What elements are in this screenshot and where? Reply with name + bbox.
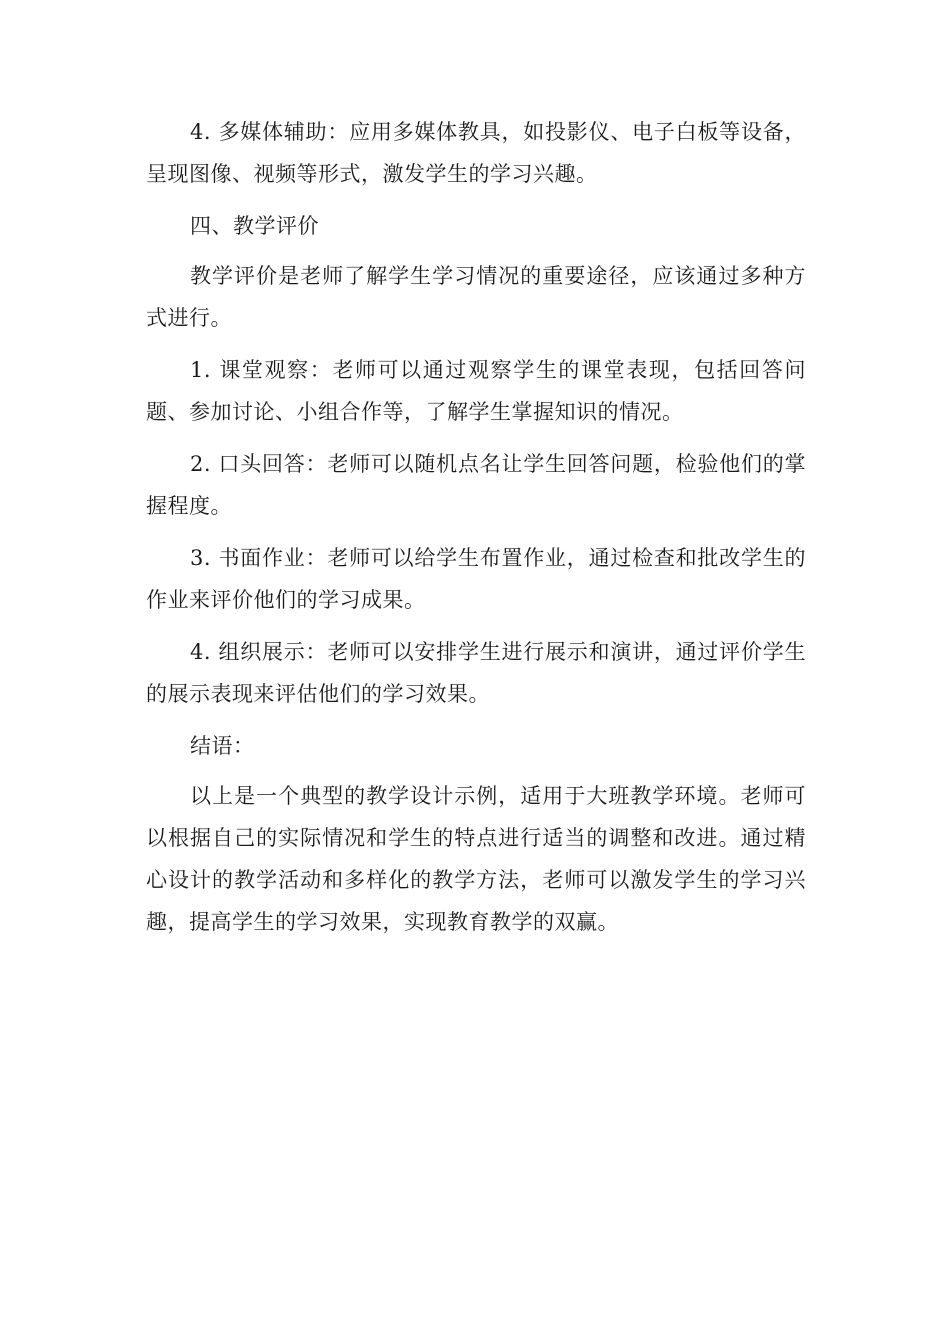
paragraph-evaluation-intro: 教学评价是老师了解学生学习情况的重要途径，应该通过多种方式进行。 [146, 264, 806, 330]
paragraph-classroom-observation: 1. 课堂观察：老师可以通过观察学生的课堂表现，包括回答问题、参加讨论、小组合作等，了解学生掌握知识的情况。 [146, 358, 806, 424]
paragraph-multimedia-aid: 4. 多媒体辅助：应用多媒体教具，如投影仪、电子白板等设备，呈现图像、视频等形式，激发学生的学习兴趣。 [146, 120, 806, 186]
section-heading-evaluation: 四、教学评价 [190, 214, 319, 238]
paragraph-oral-answer: 2. 口头回答：老师可以随机点名让学生回答问题，检验他们的掌握程度。 [146, 452, 806, 518]
paragraph-conclusion: 以上是一个典型的教学设计示例，适用于大班教学环境。老师可以根据自己的实际情况和学生的特点进行适当的调整和改进。通过精心设计的教学活动和多样化的教学方法，老师可以激发学生的学习兴趣，提高学生的学习效果，实现教育教学的双赢。 [146, 784, 806, 934]
section-heading-conclusion: 结语： [190, 734, 255, 758]
paragraph-presentation: 4. 组织展示：老师可以安排学生进行展示和演讲，通过评价学生的展示表现来评估他们的学习效果。 [146, 640, 806, 706]
document-body [146, 111, 806, 953]
paragraph-written-homework: 3. 书面作业：老师可以给学生布置作业，通过检查和批改学生的作业来评价他们的学习成果。 [146, 546, 806, 612]
